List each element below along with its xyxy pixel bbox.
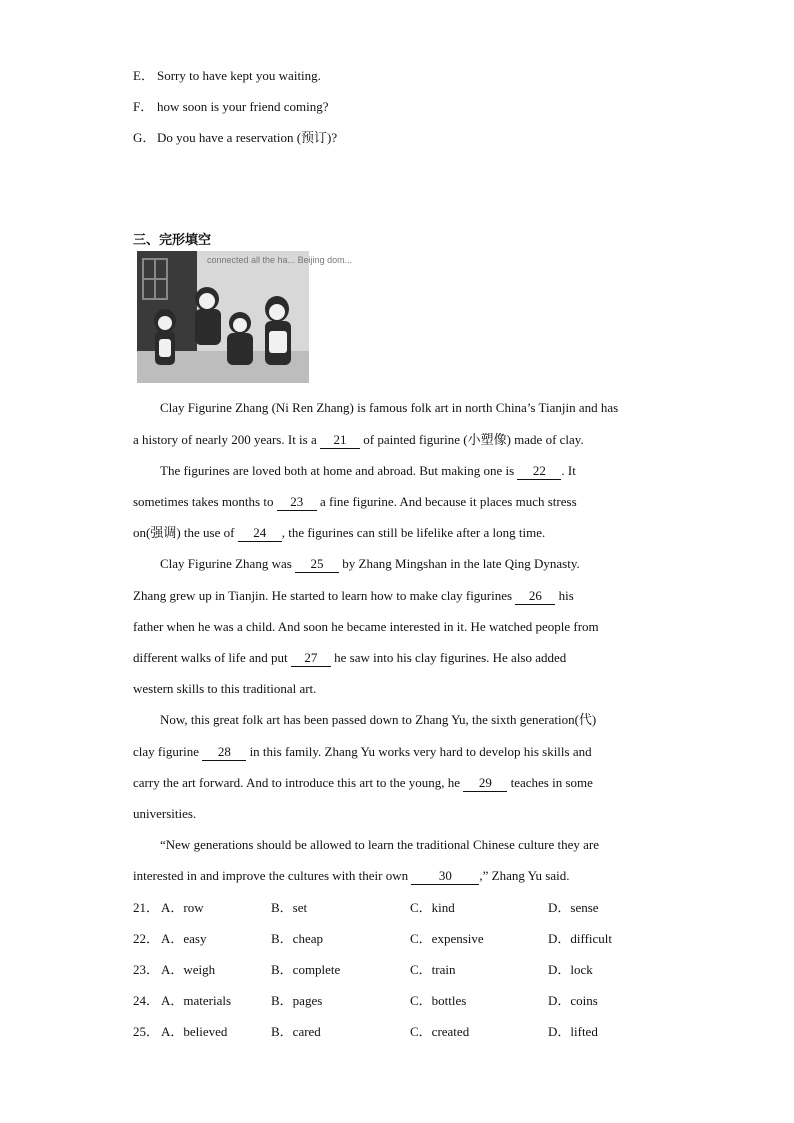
choice-d: D．difficult	[548, 931, 613, 946]
option-f	[133, 99, 329, 115]
blank-22: 22	[517, 463, 561, 480]
choice-d: D．coins	[548, 993, 598, 1008]
passage-text: , the figurines can still be lifelike after a long time.	[281, 525, 546, 540]
option-text: how soon is your friend coming?	[157, 99, 329, 114]
blank-21: 21	[320, 432, 360, 449]
blank-27: 27	[291, 650, 331, 667]
passage-text: ,” Zhang Yu said.	[479, 868, 570, 883]
passage-text: a history of nearly 200 years. It is a	[133, 432, 321, 447]
option-text: Do you have a reservation (预订)?	[157, 130, 338, 145]
question-number: 23．	[133, 962, 160, 977]
option-letter: G．	[133, 130, 156, 145]
choice-d: D．lock	[548, 962, 593, 977]
passage-text: interested in and improve the cultures with their own	[133, 868, 412, 883]
choice-b: B．cared	[271, 1024, 321, 1039]
passage-text: he saw into his clay figurines. He also added	[330, 650, 567, 665]
passage-text: in this family. Zhang Yu works very hard to develop his skills and	[246, 744, 592, 759]
passage-text: of painted figurine (小塑像) made of clay.	[360, 432, 584, 447]
passage-text: . It	[561, 463, 576, 478]
choice-c: C．bottles	[410, 993, 467, 1008]
section-title: 三、完形填空	[133, 233, 212, 248]
photo-background-text: connected all the ha... Beijing dom...	[207, 255, 353, 265]
passage-line	[133, 494, 577, 511]
choice-a: A．believed	[161, 1024, 228, 1039]
passage-text: sometimes takes months to	[133, 494, 277, 509]
blank-25: 25	[295, 556, 339, 573]
clay-figurines-photo	[137, 251, 353, 383]
question-number: 22．	[133, 931, 160, 946]
blank-24: 24	[238, 525, 282, 542]
passage-line	[133, 775, 593, 792]
option-text: Sorry to have kept you waiting.	[157, 68, 321, 83]
passage-text: his	[555, 588, 574, 603]
blank-30: 30	[411, 868, 479, 885]
choice-b: B．set	[271, 900, 308, 915]
choice-a: A．row	[161, 900, 204, 915]
passage-text: on(强调) the use of	[133, 525, 238, 540]
passage-line	[133, 525, 545, 542]
choice-a: A．easy	[161, 931, 207, 946]
passage-text: different walks of life and put	[133, 650, 291, 665]
option-letter: F．	[133, 99, 154, 114]
blank-23: 23	[277, 494, 317, 511]
blank-29: 29	[463, 775, 507, 792]
passage-line: universities.	[133, 806, 197, 821]
passage-line: “New generations should be allowed to learn the traditional Chinese culture they are	[160, 837, 599, 852]
passage-text: a fine figurine. And because it places much stress	[316, 494, 577, 509]
blank-26: 26	[515, 588, 555, 605]
question-number: 25．	[133, 1024, 160, 1039]
passage-line	[133, 650, 566, 667]
passage-text: by Zhang Mingshan in the late Qing Dynasty.	[339, 556, 580, 571]
choice-c: C．train	[410, 962, 456, 977]
choice-d: D．sense	[548, 900, 599, 915]
passage-line: Now, this great folk art has been passed down to Zhang Yu, the sixth generation(代)	[160, 712, 597, 727]
passage-text: The figurines are loved both at home and abroad. But making one is	[160, 463, 518, 478]
passage-line	[133, 588, 574, 605]
passage-line: father when he was a child. And soon he became interested in it. He watched people from	[133, 619, 599, 634]
blank-28: 28	[202, 744, 246, 761]
choice-b: B．complete	[271, 962, 341, 977]
passage-line: western skills to this traditional art.	[133, 681, 317, 696]
passage-line: Clay Figurine Zhang (Ni Ren Zhang) is famous folk art in north China’s Tianjin and has	[160, 400, 619, 415]
passage-text: clay figurine	[133, 744, 203, 759]
choice-a: A．weigh	[161, 962, 216, 977]
choice-d: D．lifted	[548, 1024, 598, 1039]
choice-a: A．materials	[161, 993, 232, 1008]
passage-line	[133, 868, 570, 885]
option-e	[133, 68, 321, 84]
choice-c: C．kind	[410, 900, 455, 915]
passage-text: Zhang grew up in Tianjin. He started to learn how to make clay figurines	[133, 588, 516, 603]
passage-text: Clay Figurine Zhang was	[160, 556, 296, 571]
passage-text: carry the art forward. And to introduce this art to the young, he	[133, 775, 464, 790]
question-number: 21．	[133, 900, 160, 915]
option-letter: E．	[133, 68, 154, 83]
clay-figurines-illustration	[137, 251, 353, 383]
choice-c: C．expensive	[410, 931, 484, 946]
question-number: 24．	[133, 993, 160, 1008]
passage-line	[160, 463, 576, 480]
choice-b: B．pages	[271, 993, 323, 1008]
passage-text: teaches in some	[507, 775, 593, 790]
passage-line	[133, 744, 592, 761]
passage-line	[133, 432, 584, 449]
choice-b: B．cheap	[271, 931, 323, 946]
choice-c: C．created	[410, 1024, 470, 1039]
passage-line	[160, 556, 580, 573]
option-g	[133, 130, 337, 146]
